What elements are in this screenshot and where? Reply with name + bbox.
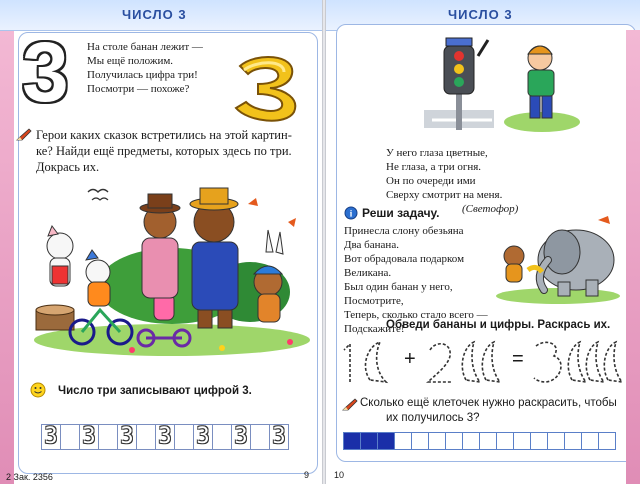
- copybook-empty-cell[interactable]: [60, 424, 80, 450]
- pencil-icon: [16, 128, 32, 142]
- empty-cell[interactable]: [564, 432, 582, 450]
- empty-cell[interactable]: [598, 432, 616, 450]
- copybook-empty-cell[interactable]: [98, 424, 118, 450]
- copybook-digit[interactable]: 3: [41, 424, 61, 450]
- banana-outline: [604, 342, 622, 382]
- task-line-1: Герои каких сказок встретились на этой картин-: [36, 128, 292, 142]
- poem-line-2: Мы ещё положим.: [87, 55, 174, 67]
- traced-digit-three: [534, 342, 561, 382]
- banana-outline: [568, 342, 586, 382]
- banana-outline: [365, 342, 386, 382]
- poem-line-3: Получилась цифра три!: [87, 69, 198, 81]
- banana-outline: [462, 342, 480, 382]
- traced-digit-two: [428, 344, 452, 382]
- colored-cell[interactable]: [360, 432, 378, 450]
- empty-cell[interactable]: [445, 432, 463, 450]
- problem-line-3: Вот обрадовала подарком: [344, 253, 465, 265]
- equation-equals-sign: =: [512, 348, 524, 370]
- pencil-icon: [342, 398, 358, 412]
- left-page-number: 9: [304, 470, 310, 480]
- problem-line-6: Посмотрите,: [344, 295, 404, 307]
- empty-cell[interactable]: [394, 432, 412, 450]
- empty-cell[interactable]: [547, 432, 565, 450]
- right-page-title: ЧИСЛО 3: [448, 7, 513, 22]
- copybook-empty-cell[interactable]: [174, 424, 194, 450]
- coloring-cells-row: [344, 432, 616, 450]
- poem-line-4: Посмотри — похоже?: [87, 83, 190, 95]
- traced-digit-one: [344, 344, 350, 382]
- big-digit-outline: 3: [22, 25, 69, 119]
- riddle-line-2: Не глаза, а три огня.: [386, 161, 482, 173]
- trace-task: Обведи бананы и цифры. Раскрась их.: [386, 319, 611, 331]
- task-line-3: Докрась их.: [36, 160, 100, 174]
- digit-copybook-row: [42, 424, 289, 450]
- copybook-digit[interactable]: 3: [269, 424, 289, 450]
- fairy-tale-characters-illustration: [22, 182, 312, 358]
- problem-line-4: Великана.: [344, 267, 392, 279]
- riddle-line-1: У него глаза цветные,: [386, 147, 488, 159]
- problem-line-7: Теперь, сколько стало всего —: [344, 309, 488, 321]
- cells-task-line-1: Сколько ещё клеточек нужно раскрасить, чтобы: [360, 397, 617, 409]
- elephant-and-monkey-illustration: [488, 214, 622, 304]
- problem-line-8: Подскажите!: [344, 323, 405, 335]
- cells-task-line-2: их получилось 3?: [386, 412, 480, 424]
- right-decor-stripe: [626, 30, 640, 484]
- banana-equation-tracing-row: [340, 336, 630, 390]
- empty-cell[interactable]: [411, 432, 429, 450]
- empty-cell[interactable]: [428, 432, 446, 450]
- banana-outline: [482, 342, 500, 382]
- colored-cell[interactable]: [343, 432, 361, 450]
- right-page-number: 10: [334, 470, 345, 480]
- copybook-digit[interactable]: 3: [155, 424, 175, 450]
- smiley-face-icon: [30, 382, 46, 398]
- left-decor-stripe: [0, 30, 14, 484]
- left-page-title: ЧИСЛО 3: [122, 7, 187, 22]
- right-page: [326, 0, 640, 484]
- riddle-line-4: Сверху смотрит на меня.: [386, 189, 503, 201]
- poem-line-1: На столе банан лежит —: [87, 41, 203, 53]
- empty-cell[interactable]: [479, 432, 497, 450]
- info-icon: [344, 206, 358, 220]
- printer-note: 2 Зак. 2356: [6, 472, 53, 482]
- equation-plus-sign: +: [404, 348, 416, 370]
- riddle-line-3: Он по очереди ими: [386, 175, 476, 187]
- problem-line-1: Принесла слону обезьяна: [344, 225, 464, 237]
- copybook-empty-cell[interactable]: [250, 424, 270, 450]
- problem-heading: Реши задачу.: [362, 206, 440, 220]
- colored-cell[interactable]: [377, 432, 395, 450]
- copybook-digit[interactable]: 3: [193, 424, 213, 450]
- banana-outline: [586, 342, 604, 382]
- written-digit-text: Число три записывают цифрой 3.: [58, 385, 252, 397]
- empty-cell[interactable]: [462, 432, 480, 450]
- copybook-empty-cell[interactable]: [212, 424, 232, 450]
- empty-cell[interactable]: [513, 432, 531, 450]
- traffic-light-and-boy-illustration: [422, 36, 582, 136]
- empty-cell[interactable]: [496, 432, 514, 450]
- empty-cell[interactable]: [530, 432, 548, 450]
- problem-line-2: Два банана.: [344, 239, 399, 251]
- copybook-digit[interactable]: 3: [117, 424, 137, 450]
- banana-digit-three-illustration: [226, 50, 308, 122]
- copybook-digit[interactable]: 3: [231, 424, 251, 450]
- task-line-2: ке? Найди ещё предметы, которых здесь по три.: [36, 144, 292, 158]
- problem-line-5: Был один банан у него,: [344, 281, 453, 293]
- empty-cell[interactable]: [581, 432, 599, 450]
- copybook-digit[interactable]: 3: [79, 424, 99, 450]
- svg-text:i: i: [349, 208, 353, 219]
- copybook-empty-cell[interactable]: [136, 424, 156, 450]
- riddle-answer: (Светофор): [462, 203, 519, 215]
